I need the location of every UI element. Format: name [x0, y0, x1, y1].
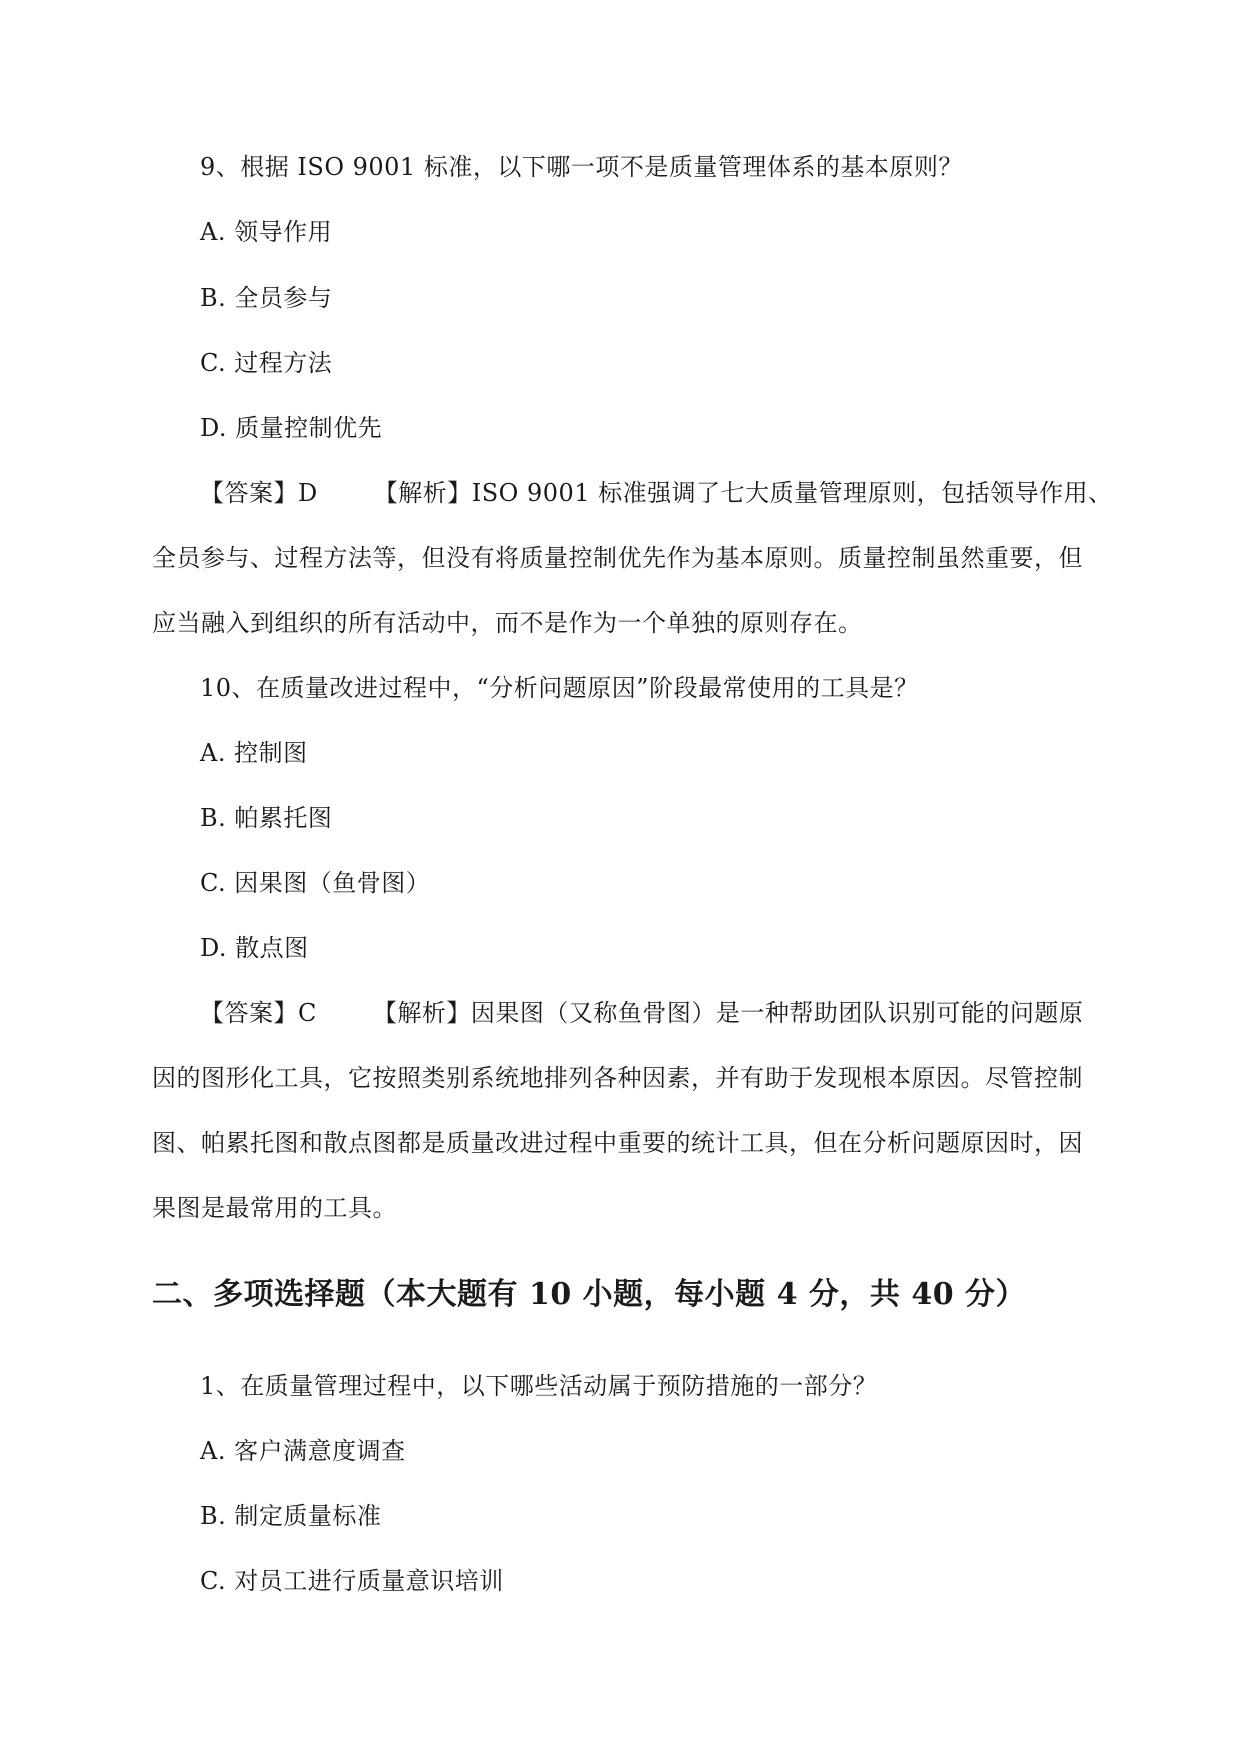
question-9-stem: 9、根据 ISO 9001 标准，以下哪一项不是质量管理体系的基本原则？: [200, 153, 963, 181]
question-9-option-a: A. 领导作用: [200, 218, 333, 246]
multi-question-1-option-a: A. 客户满意度调查: [200, 1437, 406, 1465]
question-9-option-b: B. 全员参与: [200, 284, 333, 312]
question-9-answer-line: [200, 477, 1113, 509]
multi-question-1-option-c: C. 对员工进行质量意识培训: [200, 1567, 504, 1595]
question-10-option-c: C. 因果图（鱼骨图）: [200, 869, 431, 897]
question-9-analysis-line-1: 【解析】ISO 9001 标准强调了七大质量管理原则，包括领导作用、: [373, 479, 1113, 507]
question-10-analysis-line-4: 果图是最常用的工具。: [152, 1194, 397, 1222]
multi-question-1-option-b: B. 制定质量标准: [200, 1502, 382, 1530]
question-10-option-a: A. 控制图: [200, 739, 308, 767]
question-9-analysis-line-2: 全员参与、过程方法等，但没有将质量控制优先作为基本原则。质量控制虽然重要，但: [152, 544, 1083, 572]
question-9-answer: 【答案】D: [200, 479, 318, 507]
question-10-answer: 【答案】C: [200, 999, 317, 1027]
question-10-analysis-line-2: 因的图形化工具，它按照类别系统地排列各种因素，并有助于发现根本原因。尽管控制: [152, 1064, 1083, 1092]
question-9-analysis-line-3: 应当融入到组织的所有活动中，而不是作为一个单独的原则存在。: [152, 609, 863, 637]
question-9-option-d: D. 质量控制优先: [200, 414, 383, 442]
multi-question-1-stem: 1、在质量管理过程中，以下哪些活动属于预防措施的一部分？: [200, 1372, 878, 1400]
section-heading: 二、多项选择题（本大题有 10 小题，每小题 4 分，共 40 分）: [152, 1277, 1027, 1312]
question-10-stem: 10、在质量改进过程中，“分析问题原因”阶段最常使用的工具是？: [200, 674, 919, 702]
question-10-analysis-line-3: 图、帕累托图和散点图都是质量改进过程中重要的统计工具，但在分析问题原因时，因: [152, 1129, 1083, 1157]
question-10-answer-line: [200, 997, 1083, 1029]
question-10-analysis-line-1: 【解析】因果图（又称鱼骨图）是一种帮助团队识别可能的问题原: [372, 999, 1084, 1027]
question-10-option-b: B. 帕累托图: [200, 804, 333, 832]
question-9-option-c: C. 过程方法: [200, 349, 333, 377]
question-10-option-d: D. 散点图: [200, 934, 309, 962]
